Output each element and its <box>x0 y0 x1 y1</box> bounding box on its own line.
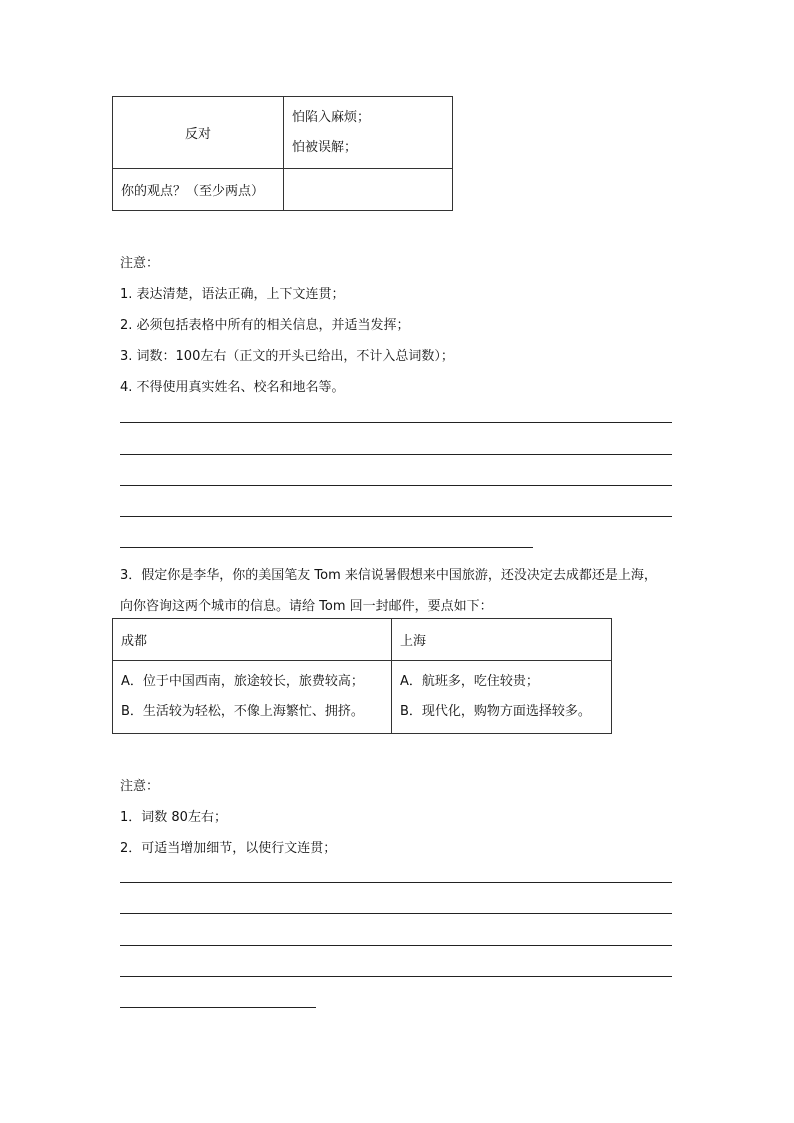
answer-line[interactable] <box>120 422 672 423</box>
reason-item: 怕陷入麻烦； <box>292 109 371 125</box>
note-item: 2. 必须包括表格中所有的相关信息，并适当发挥； <box>120 318 410 333</box>
note-item: 3. 词数：100左右（正文的开头已给出，不计入总词数）； <box>120 349 454 364</box>
city-table <box>112 618 612 734</box>
answer-line[interactable] <box>120 976 672 977</box>
city-header-shanghai: 上海 <box>392 619 612 661</box>
answer-line[interactable] <box>120 516 672 517</box>
point-item: B．生活较为轻松，不像上海繁忙、拥挤。 <box>121 704 364 719</box>
answer-line[interactable] <box>120 882 672 883</box>
your-opinion-cell <box>284 169 453 211</box>
note-item: 1. 表达清楚，语法正确，上下文连贯； <box>120 287 345 302</box>
answer-line[interactable] <box>120 913 672 914</box>
point-item: A．航班多，吃住较贵； <box>400 674 539 689</box>
point-item: A．位于中国西南，旅途较长，旅费较高； <box>121 674 364 689</box>
answer-line[interactable] <box>120 1007 316 1008</box>
notes-title: 注意： <box>120 779 160 794</box>
answer-line[interactable] <box>120 547 533 548</box>
notes-title: 注意： <box>120 256 160 271</box>
your-opinion-label: 你的观点？（至少两点） <box>113 169 284 211</box>
answer-line[interactable] <box>120 485 672 486</box>
note-item: 1．词数 80左右； <box>120 810 227 825</box>
answer-line[interactable] <box>120 454 672 455</box>
answer-line[interactable] <box>120 945 672 946</box>
opinion-table <box>112 96 453 211</box>
note-item: 2．可适当增加细节，以使行文连贯； <box>120 841 337 856</box>
city-header-chengdu: 成都 <box>113 619 392 661</box>
reason-item: 怕被误解； <box>292 139 358 155</box>
chengdu-points <box>113 661 392 734</box>
oppose-label: 反对 <box>113 97 284 169</box>
shanghai-points <box>392 661 612 734</box>
question-3-line1: 3．假定你是李华，你的美国笔友 Tom 来信说暑假想来中国旅游，还没决定去成都还是上海， <box>120 568 657 583</box>
point-item: B．现代化，购物方面选择较多。 <box>400 704 591 719</box>
note-item: 4. 不得使用真实姓名、校名和地名等。 <box>120 380 345 395</box>
oppose-reasons <box>284 97 453 169</box>
question-3-line2: 向你咨询这两个城市的信息。请给 Tom 回一封邮件，要点如下： <box>120 599 493 614</box>
